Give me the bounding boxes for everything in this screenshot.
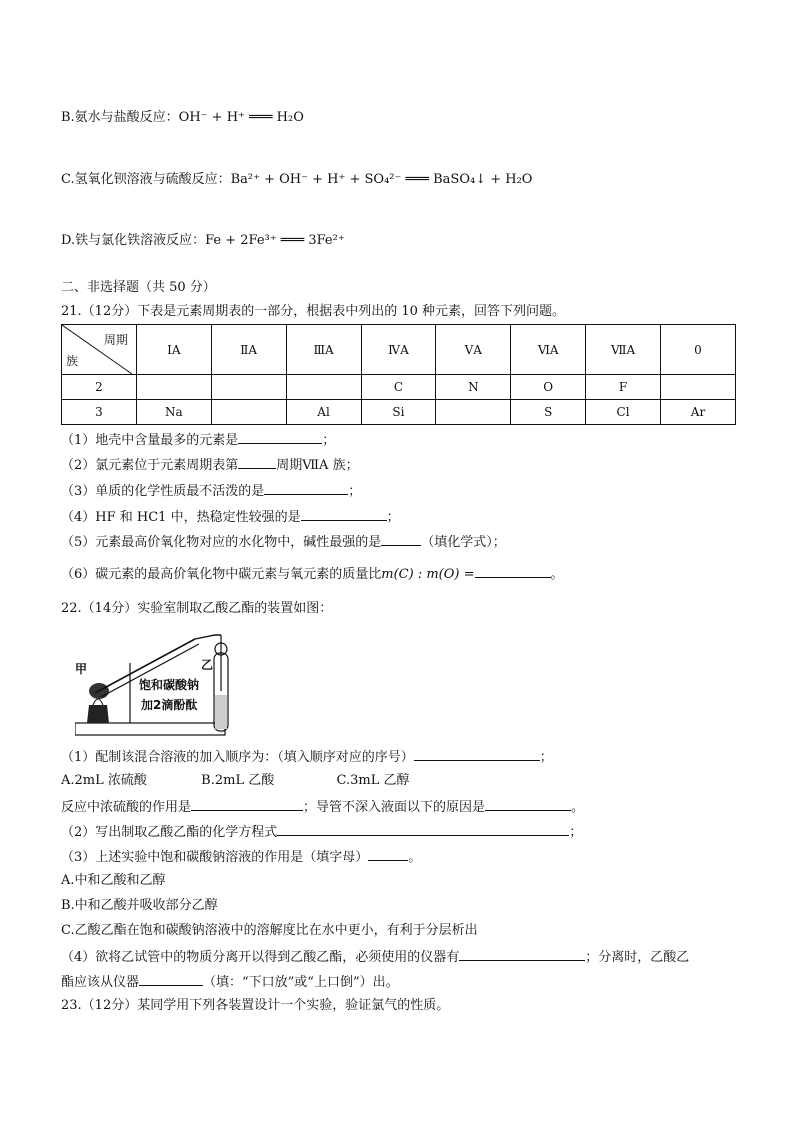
element-cell: Cl	[586, 400, 661, 425]
q21-sub2-text: （2）氯元素位于元素周期表第	[61, 458, 239, 473]
section-heading: 二、非选择题（共 50 分）	[61, 280, 216, 295]
element-cell: Ar	[661, 400, 736, 425]
q21-sub1-text: （1）地壳中含量最多的元素是	[61, 433, 239, 448]
q21-sub5-text: （5）元素最高价氧化物对应的水化物中，碱性最强的是	[61, 535, 382, 550]
q22-sub4-tail: ；分离时，乙酸乙	[585, 950, 690, 965]
q22-stem: 22.（14分）实验室制取乙酸乙酯的装置如图：	[61, 601, 333, 616]
element-cell	[436, 400, 511, 425]
answer-blank[interactable]	[264, 482, 348, 495]
option-b: B.氨水与盐酸反应：OH⁻ + H⁺ ═══ H₂O	[61, 110, 304, 125]
q23-stem: 23.（12分）某同学用下列各装置设计一个实验，验证氯气的性质。	[61, 998, 450, 1013]
q22-sub4	[61, 948, 689, 966]
answer-blank[interactable]	[301, 508, 387, 521]
q22-sub3-option-b: B.中和乙酸并吸收部分乙醇	[61, 898, 218, 913]
answer-blank[interactable]	[191, 798, 303, 811]
table-row	[62, 400, 736, 425]
q21-sub2-tail: 周期ⅦA 族；	[276, 458, 359, 473]
q22-sub1c-text: ；导管不深入液面以下的原因是	[303, 800, 486, 815]
q22-sub4b	[61, 973, 399, 991]
q21-sub5	[61, 533, 506, 551]
q22-option-b: B.2mL 乙酸	[201, 773, 275, 788]
punct: ；	[569, 825, 583, 840]
q22-sub2	[61, 823, 582, 841]
element-cell: Al	[286, 400, 361, 425]
q22-sub3-option-c: C.乙酸乙酯在饱和碳酸钠溶液中的溶解度比在水中更小，有利于分层析出	[61, 923, 478, 938]
element-cell: C	[361, 375, 436, 400]
q21-sub4-text: （4）HF 和 HC1 中，热稳定性较强的是	[61, 510, 301, 525]
q22-option-a: A.2mL 浓硫酸	[61, 773, 147, 788]
answer-blank[interactable]	[475, 565, 551, 578]
q22-sub3	[61, 848, 421, 866]
table-row	[62, 375, 736, 400]
punct: 。	[408, 850, 422, 865]
group-header: ⅢA	[286, 325, 361, 375]
q22-sub4b-text: 酯应该从仪器	[61, 975, 140, 990]
punct: 。	[550, 567, 564, 582]
answer-blank[interactable]	[238, 431, 322, 444]
punct: 。	[571, 800, 585, 815]
label-jia: 甲	[75, 662, 88, 676]
q22-sub3-option-a: A.中和乙酸和乙醇	[61, 873, 166, 888]
element-cell: S	[511, 400, 586, 425]
q22-sub1b-text: 反应中浓硫酸的作用是	[61, 800, 192, 815]
corner-period-label: 周期	[103, 333, 128, 347]
answer-blank[interactable]	[485, 798, 571, 811]
q22-options	[61, 773, 410, 789]
element-cell	[661, 375, 736, 400]
q22-sub1-text: （1）配制该混合溶液的加入顺序为：（填入顺序对应的序号）	[61, 750, 414, 765]
group-header: 0	[661, 325, 736, 375]
q21-sub4	[61, 508, 400, 526]
answer-blank[interactable]	[414, 748, 540, 761]
answer-blank[interactable]	[381, 533, 421, 546]
element-cell	[211, 400, 286, 425]
q21-stem: 21.（12分）下表是元素周期表的一部分，根据表中列出的 10 种元素，回答下列问题。	[61, 304, 566, 319]
label-yi: 乙	[201, 658, 214, 672]
q22-sub2-text: （2）写出制取乙酸乙酯的化学方程式	[61, 825, 278, 840]
element-cell: F	[586, 375, 661, 400]
answer-blank[interactable]	[238, 456, 276, 469]
q22-option-c: C.3mL 乙醇	[336, 773, 410, 788]
q22-sub4-text: （4）欲将乙试管中的物质分离开以得到乙酸乙酯，必须使用的仪器有	[61, 950, 460, 965]
punct: ；	[386, 510, 400, 525]
answer-blank[interactable]	[139, 973, 203, 986]
label-sodium-carbonate: 饱和碳酸钠	[139, 678, 200, 692]
option-d: D.铁与氯化铁溶液反应：Fe + 2Fe³⁺ ═══ 3Fe²⁺	[61, 233, 345, 248]
element-cell	[136, 375, 211, 400]
table-corner-cell	[62, 325, 137, 375]
answer-blank[interactable]	[459, 948, 585, 961]
q21-sub6-text: （6）碳元素的最高价氧化物中碳元素与氧元素的质量比	[61, 567, 382, 582]
q21-sub6	[61, 565, 564, 583]
group-header: ⅥA	[511, 325, 586, 375]
table-header-row	[62, 325, 736, 375]
corner-group-label: 族	[66, 354, 79, 368]
period-cell: 2	[62, 375, 137, 400]
periodic-table	[61, 324, 736, 425]
group-header: ⅦA	[586, 325, 661, 375]
period-cell: 3	[62, 400, 137, 425]
q21-sub2	[61, 456, 359, 474]
q22-sub3-text: （3）上述实验中饱和碳酸钠溶液的作用是（填字母）	[61, 850, 369, 865]
element-cell: Na	[136, 400, 211, 425]
element-cell	[286, 375, 361, 400]
answer-blank[interactable]	[277, 823, 569, 836]
element-cell: O	[511, 375, 586, 400]
option-c: C.氢氧化钡溶液与硫酸反应：Ba²⁺ + OH⁻ + H⁺ + SO₄²⁻ ═══ BaSO₄↓ + H₂O	[61, 172, 533, 187]
element-cell	[211, 375, 286, 400]
punct: ；	[322, 433, 336, 448]
q22-sub1b	[61, 798, 584, 816]
group-header: ⅠA	[136, 325, 211, 375]
mass-ratio-expression: m(C) : m(O) =	[381, 567, 475, 582]
q22-sub1	[61, 748, 553, 766]
element-cell: Si	[361, 400, 436, 425]
q22-sub4b-tail: （填：“下口放”或“上口倒”）出。	[203, 975, 399, 990]
q21-sub5-tail: （填化学式）；	[421, 535, 506, 550]
q21-sub3-text: （3）单质的化学性质最不活泼的是	[61, 484, 265, 499]
group-header: ⅤA	[436, 325, 511, 375]
answer-blank[interactable]	[368, 848, 408, 861]
label-phenolphthalein: 加2滴酚酞	[141, 698, 198, 712]
group-header: ⅣA	[361, 325, 436, 375]
punct: ；	[539, 750, 553, 765]
q21-sub3	[61, 482, 361, 500]
element-cell: N	[436, 375, 511, 400]
q21-sub1	[61, 431, 335, 449]
punct: ；	[348, 484, 362, 499]
group-header: ⅡA	[211, 325, 286, 375]
ester-apparatus-figure	[75, 623, 240, 739]
